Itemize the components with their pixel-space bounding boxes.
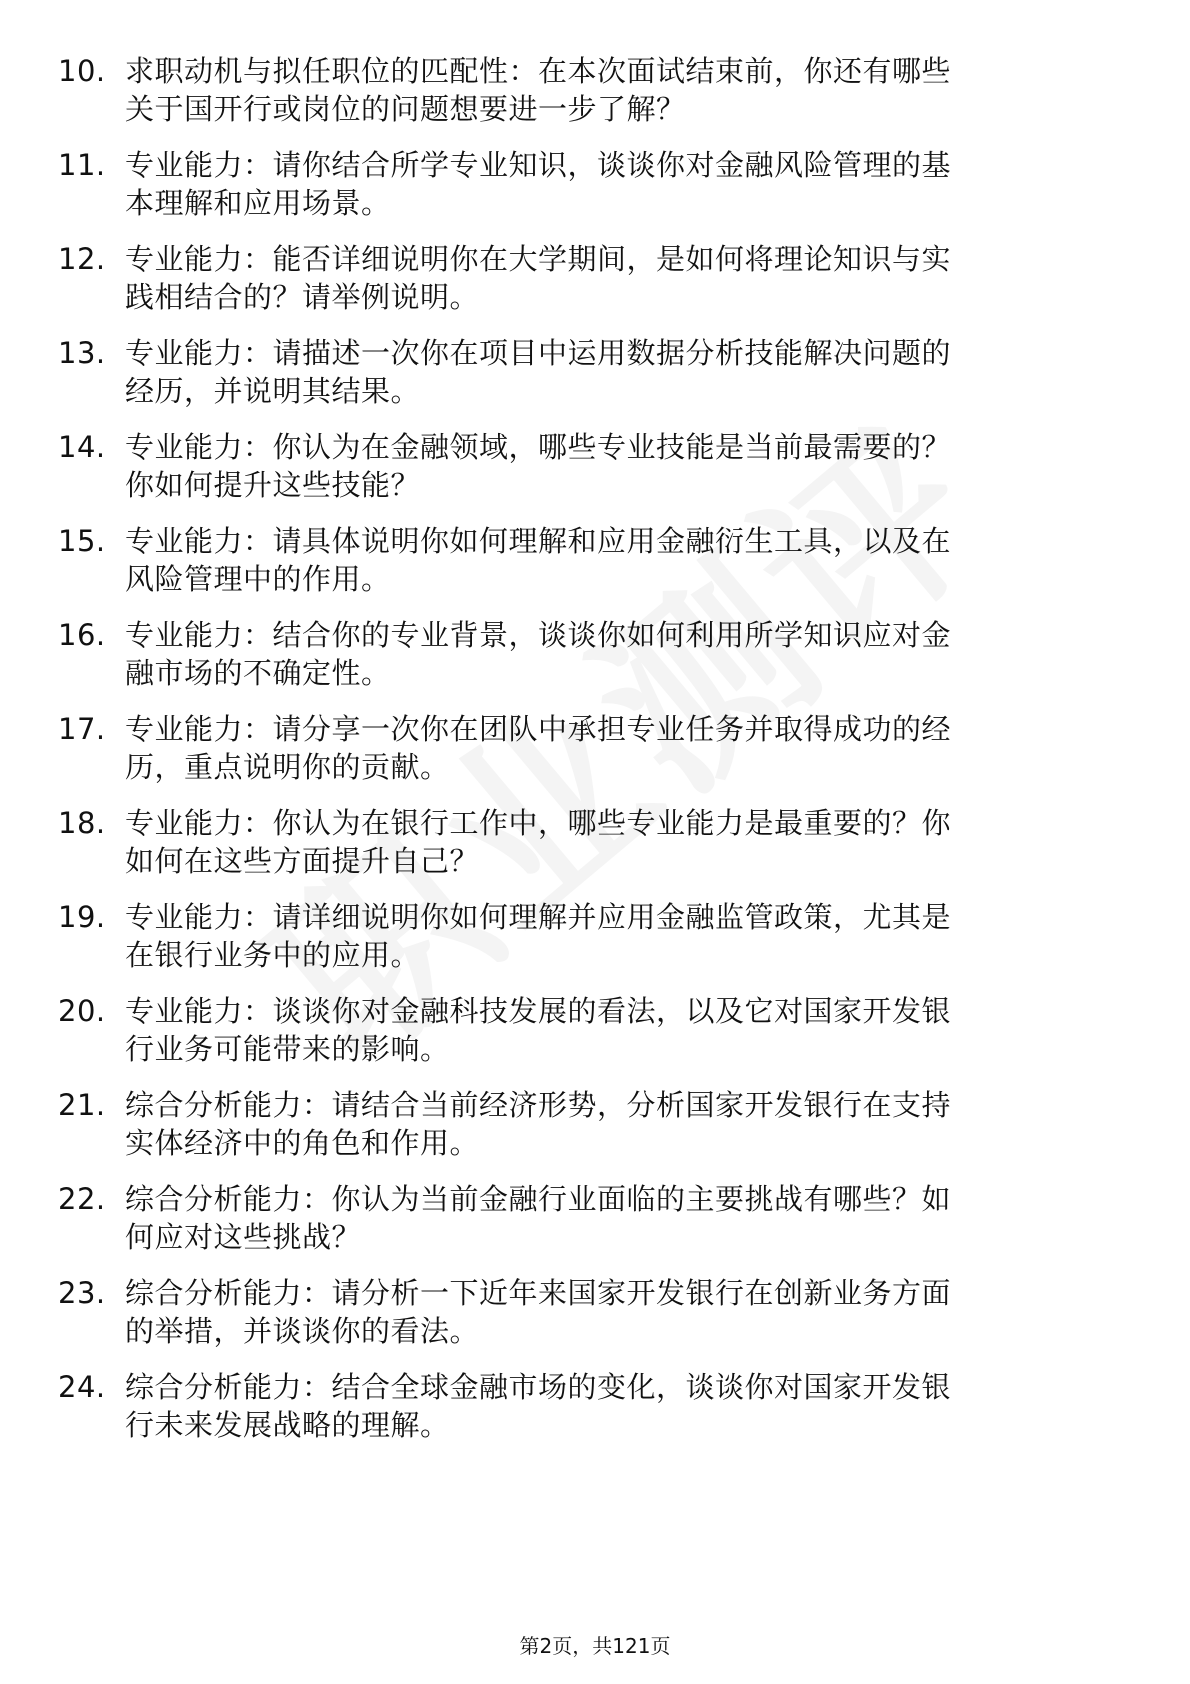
question-text <box>125 52 1125 128</box>
question-item <box>0 240 1190 334</box>
question-number: 20. <box>58 994 106 1028</box>
question-item <box>0 1180 1190 1274</box>
question-item <box>0 146 1190 240</box>
question-line: 专业能力：请具体说明你如何理解和应用金融衍生工具，以及在 <box>125 524 952 558</box>
question-text <box>125 616 1125 692</box>
question-number: 11. <box>58 148 106 182</box>
question-line: 综合分析能力：请分析一下近年来国家开发银行在创新业务方面 <box>125 1276 952 1310</box>
question-line: 综合分析能力：你认为当前金融行业面临的主要挑战有哪些？如 <box>125 1182 952 1216</box>
question-text <box>125 710 1125 786</box>
question-line: 经历，并说明其结果。 <box>125 374 421 408</box>
question-text <box>125 146 1125 222</box>
question-line: 行未来发展战略的理解。 <box>125 1408 450 1442</box>
question-item <box>0 1368 1190 1462</box>
question-number: 21. <box>58 1088 106 1122</box>
question-number: 19. <box>58 900 106 934</box>
question-line: 融市场的不确定性。 <box>125 656 391 690</box>
question-line: 行业务可能带来的影响。 <box>125 1032 450 1066</box>
question-line: 关于国开行或岗位的问题想要进一步了解？ <box>125 92 686 126</box>
question-line: 的举措，并谈谈你的看法。 <box>125 1314 480 1348</box>
question-line: 历，重点说明你的贡献。 <box>125 750 450 784</box>
question-text <box>125 992 1125 1068</box>
page-number-footer: 第2页，共121页 <box>519 1634 671 1658</box>
question-number: 22. <box>58 1182 106 1216</box>
question-line: 专业能力：请你结合所学专业知识，谈谈你对金融风险管理的基 <box>125 148 952 182</box>
question-item <box>0 1274 1190 1368</box>
question-line: 你如何提升这些技能？ <box>125 468 421 502</box>
question-text <box>125 240 1125 316</box>
question-item <box>0 616 1190 710</box>
question-number: 17. <box>58 712 106 746</box>
question-line: 践相结合的？请举例说明。 <box>125 280 480 314</box>
question-text <box>125 1180 1125 1256</box>
question-text <box>125 334 1125 410</box>
question-line: 专业能力：谈谈你对金融科技发展的看法，以及它对国家开发银 <box>125 994 952 1028</box>
question-item <box>0 992 1190 1086</box>
question-item <box>0 428 1190 522</box>
question-line: 风险管理中的作用。 <box>125 562 391 596</box>
question-item <box>0 898 1190 992</box>
question-line: 专业能力：请详细说明你如何理解并应用金融监管政策，尤其是 <box>125 900 952 934</box>
question-line: 专业能力：能否详细说明你在大学期间，是如何将理论知识与实 <box>125 242 952 276</box>
question-line: 综合分析能力：结合全球金融市场的变化，谈谈你对国家开发银 <box>125 1370 952 1404</box>
question-number: 10. <box>58 54 106 88</box>
question-item <box>0 52 1190 146</box>
question-item <box>0 804 1190 898</box>
question-text <box>125 1368 1125 1444</box>
question-line: 何应对这些挑战？ <box>125 1220 362 1254</box>
question-line: 如何在这些方面提升自己？ <box>125 844 480 878</box>
question-line: 专业能力：结合你的专业背景，谈谈你如何利用所学知识应对金 <box>125 618 952 652</box>
question-number: 16. <box>58 618 106 652</box>
question-number: 24. <box>58 1370 106 1404</box>
question-number: 14. <box>58 430 106 464</box>
question-text <box>125 1086 1125 1162</box>
question-line: 专业能力：请描述一次你在项目中运用数据分析技能解决问题的 <box>125 336 952 370</box>
question-line: 专业能力：请分享一次你在团队中承担专业任务并取得成功的经 <box>125 712 952 746</box>
question-line: 本理解和应用场景。 <box>125 186 391 220</box>
question-number: 12. <box>58 242 106 276</box>
question-line: 综合分析能力：请结合当前经济形势，分析国家开发银行在支持 <box>125 1088 952 1122</box>
question-text <box>125 804 1125 880</box>
question-line: 求职动机与拟任职位的匹配性：在本次面试结束前，你还有哪些 <box>125 54 952 88</box>
question-item <box>0 334 1190 428</box>
question-text <box>125 1274 1125 1350</box>
question-line: 专业能力：你认为在银行工作中，哪些专业能力是最重要的？你 <box>125 806 952 840</box>
question-text <box>125 898 1125 974</box>
question-number: 13. <box>58 336 106 370</box>
question-number: 15. <box>58 524 106 558</box>
question-line: 专业能力：你认为在金融领域，哪些专业技能是当前最需要的？ <box>125 430 952 464</box>
question-number: 18. <box>58 806 106 840</box>
question-line: 在银行业务中的应用。 <box>125 938 421 972</box>
question-number: 23. <box>58 1276 106 1310</box>
question-list <box>0 52 1190 1462</box>
question-item <box>0 522 1190 616</box>
question-item <box>0 710 1190 804</box>
question-text <box>125 522 1125 598</box>
question-text <box>125 428 1125 504</box>
question-item <box>0 1086 1190 1180</box>
question-line: 实体经济中的角色和作用。 <box>125 1126 480 1160</box>
